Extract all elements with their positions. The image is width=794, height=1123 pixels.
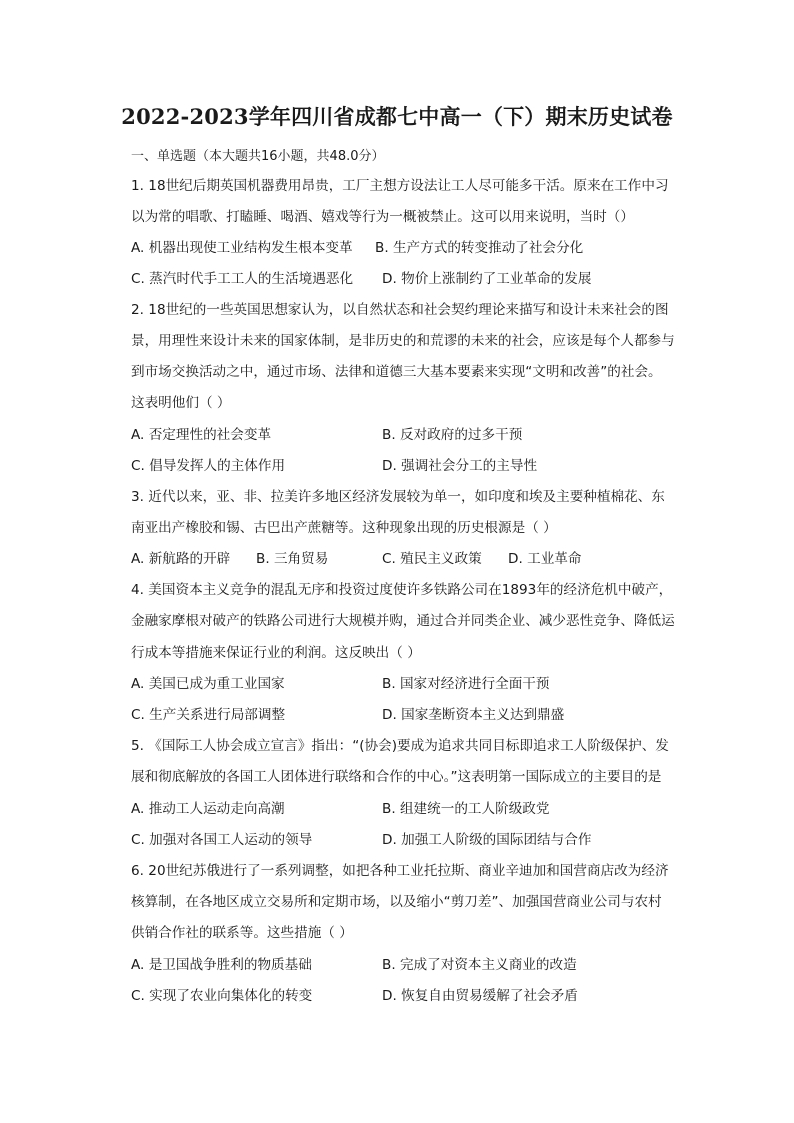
option-d: D. 工业革命: [508, 551, 582, 567]
option-a: A. 美国已成为重工业国家: [131, 676, 285, 692]
question-text-line: 3. 近代以来，亚、非、拉美许多地区经济发展较为单一，如印度和埃及主要种植棉花、东: [131, 489, 665, 505]
question-text-line: 1. 18世纪后期英国机器费用昂贵，工厂主想方设法让工人尽可能多干活。原来在工作中习: [131, 178, 669, 194]
question-text-line: 到市场交换活动之中，通过市场、法律和道德三大基本要素来实现“文明和改善”的社会。: [131, 364, 662, 380]
option-c: C. 生产关系进行局部调整: [131, 707, 286, 723]
question-text-line: 2. 18世纪的一些英国思想家认为，以自然状态和社会契约理论来描写和设计未来社会的图: [131, 302, 669, 318]
option-a: A. 机器出现使工业结构发生根本变革: [131, 240, 353, 256]
option-d: D. 加强工人阶级的国际团结与合作: [382, 832, 592, 848]
question-text-line: 供销合作社的联系等。这些措施（ ）: [131, 925, 353, 941]
option-b: B. 组建统一的工人阶级政党: [382, 801, 550, 817]
question-text-line: 行成本等措施来保证行业的利润。这反映出（ ）: [131, 645, 421, 661]
option-c: C. 倡导发挥人的主体作用: [131, 458, 286, 474]
option-a: A. 是卫国战争胜利的物质基础: [131, 957, 312, 973]
question-text-line: 核算制，在各地区成立交易所和定期市场，以及缩小“剪刀差”、加强国营商业公司与农村: [131, 894, 662, 910]
option-d: D. 国家垄断资本主义达到鼎盛: [382, 707, 565, 723]
question-text-line: 5. 《国际工人协会成立宣言》指出：“(协会)要成为追求共同目标即追求工人阶级保护、发: [131, 738, 669, 754]
question-text-line: 金融家摩根对破产的铁路公司进行大规模并购，通过合并同类企业、减少恶性竞争、降低运: [131, 613, 675, 629]
option-c: C. 实现了农业向集体化的转变: [131, 988, 313, 1004]
question-text-line: 这表明他们（ ）: [131, 395, 231, 411]
option-a: A. 新航路的开辟: [131, 551, 231, 567]
question-text-line: 景，用理性来设计未来的国家体制，是非历史的和荒谬的未来的社会，应该是每个人都参与: [131, 333, 675, 349]
option-b: B. 国家对经济进行全面干预: [382, 676, 550, 692]
option-d: D. 恢复自由贸易缓解了社会矛盾: [382, 988, 578, 1004]
option-d: D. 强调社会分工的主导性: [382, 458, 538, 474]
option-d: D. 物价上涨制约了工业革命的发展: [382, 271, 592, 287]
question-text-line: 以为常的唱歌、打瞌睡、喝酒、嬉戏等行为一概被禁止。这可以用来说明，当时（）: [131, 209, 634, 225]
exam-title: 2022-2023学年四川省成都七中高一（下）期末历史试卷: [121, 104, 673, 129]
question-text-line: 南亚出产橡胶和锡、古巴出产蔗糖等。这种现象出现的历史根源是（ ）: [131, 520, 557, 536]
question-text-line: 6. 20世纪苏俄进行了一系列调整，如把各种工业托拉斯、商业辛迪加和国营商店改为经济: [131, 863, 669, 879]
option-b: B. 生产方式的转变推动了社会分化: [375, 240, 584, 256]
option-c: C. 蒸汽时代手工工人的生活境遇恶化: [131, 271, 354, 287]
section-header: 一、单选题（本大题共16小题，共48.0分）: [131, 149, 385, 164]
question-text-line: 4. 美国资本主义竞争的混乱无序和投资过度使许多铁路公司在1893年的经济危机中破产，: [131, 582, 673, 598]
option-b: B. 反对政府的过多干预: [382, 427, 523, 443]
option-c: C. 殖民主义政策: [382, 551, 482, 567]
option-b: B. 三角贸易: [256, 551, 329, 567]
option-a: A. 推动工人运动走向高潮: [131, 801, 285, 817]
question-text-line: 展和彻底解放的各国工人团体进行联络和合作的中心。”这表明第一国际成立的主要目的是: [131, 769, 662, 785]
option-b: B. 完成了对资本主义商业的改造: [382, 957, 577, 973]
option-c: C. 加强对各国工人运动的领导: [131, 832, 313, 848]
option-a: A. 否定理性的社会变革: [131, 427, 272, 443]
